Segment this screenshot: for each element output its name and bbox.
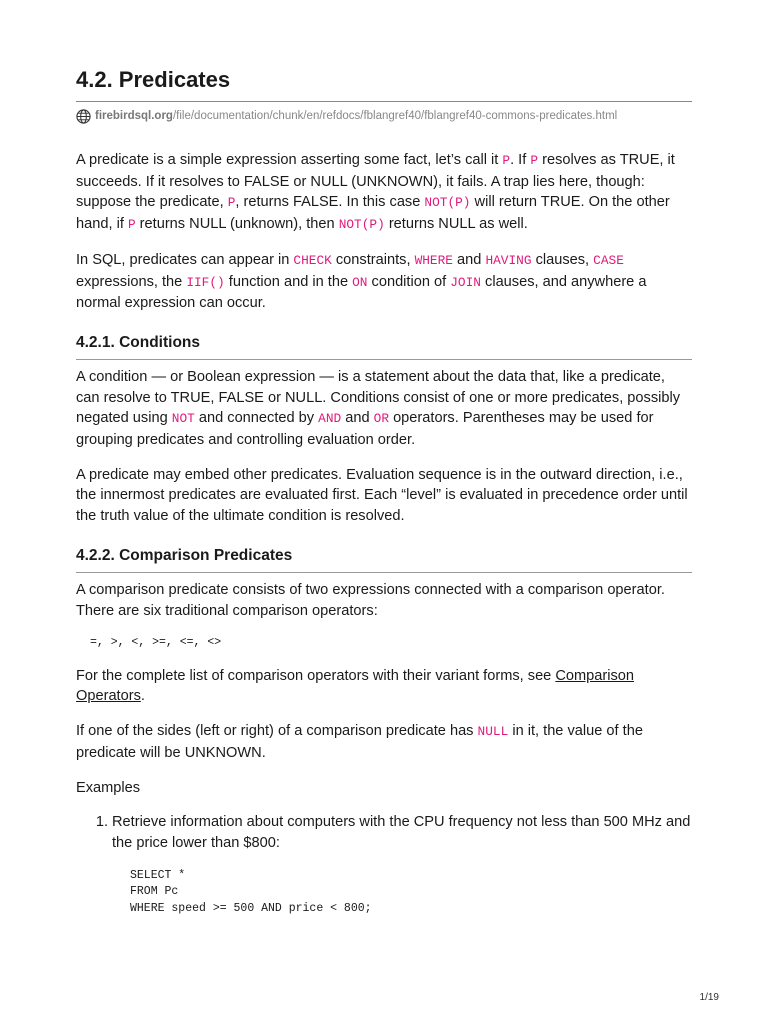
examples-list (76, 812, 692, 917)
list-item-number: 1. (95, 814, 108, 831)
page-title: 4.2. Predicates (76, 67, 231, 92)
page-content (76, 66, 692, 917)
list-item (76, 812, 692, 853)
intro-paragraph: A predicate is a simple expression asserting some fact, let’s call it P. If P resolves as TRUE, it succeeds. If it resolves to FALSE or NULL (UNKNOWN), it fails. A trap lies here, though: suppose the predicate, P, returns FALSE. In this case NOT(P) will return TRUE. On the other hand, if P returns NULL (unknown), then NOT(P) returns NULL as well. (76, 152, 675, 233)
conditions-divider (76, 359, 692, 360)
conditions-heading: 4.2.1. Conditions (76, 333, 201, 351)
source-url[interactable] (76, 108, 692, 124)
source-path[interactable]: /file/documentation/chunk/en/refdocs/fblangref40/fblangref40-commons-predicates.html (172, 110, 618, 122)
comparison-heading: 4.2.2. Comparison Predicates (76, 546, 293, 564)
globe-icon (76, 109, 91, 124)
sql-usage-paragraph: In SQL, predicates can appear in CHECK constraints, WHERE and HAVING clauses, CASE expressions, the IIF() function and in the ON condition of JOIN clauses, and anywhere a normal expression can occur. (76, 251, 647, 312)
list-item-text: Retrieve information about computers with the CPU frequency not less than 500 MHz and the price lower than $800: (112, 814, 691, 851)
comparison-paragraph-3: If one of the sides (left or right) of a comparison predicate has NULL in it, the value of the predicate will be UNKNOWN. (76, 723, 643, 761)
comparison-divider (76, 572, 692, 573)
operators-code: =, >, <, >=, <=, <> (90, 636, 222, 650)
conditions-paragraph-2: A predicate may embed other predicates. Evaluation sequence is in the outward direction, i.e., the innermost predicates are evaluated first. Each “level” is evaluated in precedence order until the truth value of the ultimate condition is resolved. (76, 466, 688, 525)
conditions-paragraph-1: A condition — or Boolean expression — is a statement about the data that, like a predicate, can resolve to TRUE, FALSE or NULL. Conditions consist of one or more predicates, possibly negated using NOT and connected by AND and OR operators. Parentheses may be used for grouping predicates and controlling evaluation order. (76, 368, 681, 449)
source-domain[interactable]: firebirdsql.org (95, 110, 173, 122)
comparison-paragraph-1: A comparison predicate consists of two expressions connected with a comparison operator. There are six traditional comparison operators: (76, 581, 665, 619)
examples-label: Examples (76, 779, 141, 796)
page-number: 1/19 (699, 992, 719, 1003)
comparison-operators-link[interactable]: Comparison Operators (76, 667, 635, 705)
title-divider (76, 101, 692, 102)
example-code: SELECT * FROM Pc WHERE speed >= 500 AND price < 800; (130, 868, 372, 915)
comparison-paragraph-2: For the complete list of comparison operators with their variant forms, see Comparison Operators. (76, 667, 635, 705)
